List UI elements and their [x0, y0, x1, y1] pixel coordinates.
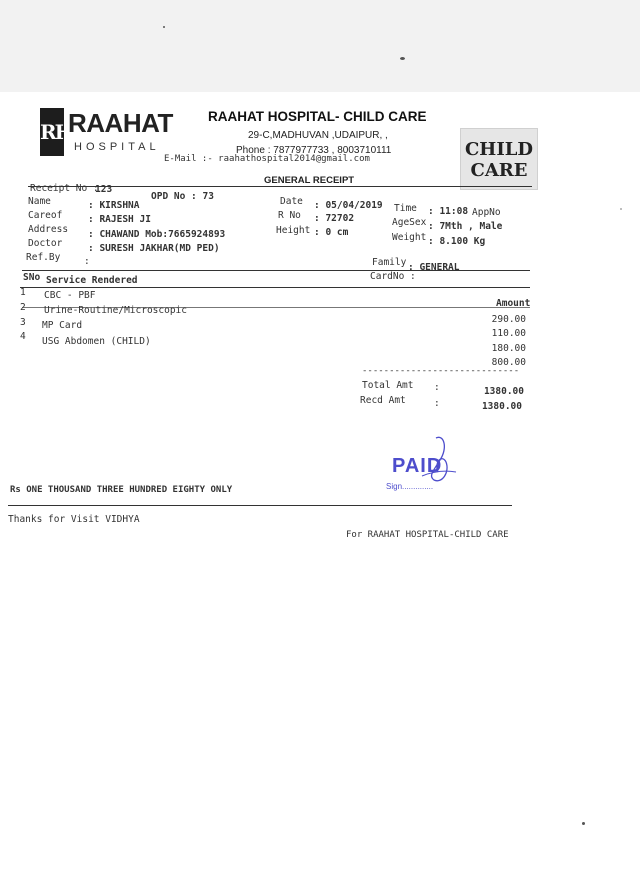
address-value: : CHAWAND Mob:7665924893 — [88, 229, 226, 240]
scan-speck — [400, 57, 405, 60]
time-label: Time — [394, 203, 417, 214]
agesex-value: : 7Mth , Male — [428, 221, 503, 232]
totals-dashes: ----------------------------- — [362, 366, 520, 376]
careof-value: : RAJESH JI — [88, 214, 151, 225]
received-amount-label: Recd Amt — [360, 395, 406, 406]
received-amount-colon: : — [434, 398, 440, 409]
doctor-label: Doctor — [28, 238, 63, 249]
table-row-amount: 290.00 — [491, 314, 526, 325]
careof-label: Careof — [28, 210, 63, 221]
weight-label: Weight — [392, 232, 427, 243]
hospital-logo-word: RAAHAT — [68, 108, 173, 138]
signatory-line: For RAAHAT HOSPITAL-CHILD CARE — [346, 530, 509, 540]
col-amount-header: Amount — [496, 298, 531, 309]
table-row-service: Urine-Routine/Microscopic — [44, 305, 187, 316]
doctor-value: : SURESH JAKHAR(MD PED) — [88, 243, 220, 254]
hospital-logo-subtitle: HOSPITAL — [74, 141, 160, 153]
weight-value: : 8.100 Kg — [428, 236, 486, 247]
name-value: : KIRSHNA — [88, 200, 140, 211]
height-value: : 0 cm — [314, 227, 349, 238]
footer-rule — [8, 505, 512, 506]
amount-in-words: Rs ONE THOUSAND THREE HUNDRED EIGHTY ONLY — [10, 485, 233, 495]
receipt-no-value: 123 — [95, 184, 113, 195]
time-value: : 11:08 — [428, 206, 469, 217]
table-row-amount: 800.00 — [491, 357, 526, 368]
table-row-service: USG Abdomen (CHILD) — [42, 336, 151, 347]
family-label: Family — [372, 257, 407, 268]
table-row-service: CBC - PBF — [44, 290, 96, 301]
address-label: Address — [28, 224, 69, 235]
hospital-address: 29-C,MADHUVAN ,UDAIPUR, , — [248, 130, 388, 141]
date-value: : 05/04/2019 — [314, 200, 383, 211]
opd-no: OPD No : 73 — [151, 191, 214, 202]
height-label: Height — [276, 225, 311, 236]
hospital-phone: Phone : 7877977733 , 8003710111 — [236, 145, 392, 156]
scan-speck — [582, 822, 585, 825]
table-row-sno: 1 — [20, 287, 26, 298]
agesex-label: AgeSex — [392, 217, 427, 228]
receipt-no-label: Receipt No : — [30, 183, 99, 194]
table-row-sno: 2 — [20, 302, 26, 313]
table-row-sno: 4 — [20, 331, 26, 342]
child-care-badge-line1: CHILD — [464, 139, 534, 160]
scan-speck — [620, 208, 622, 210]
col-service-header: Service Rendered — [46, 275, 138, 286]
refby-value: : — [84, 256, 90, 267]
hospital-email: E-Mail :- raahathospital2014@gmail.com — [164, 154, 370, 164]
rno-value: : 72702 — [314, 213, 355, 224]
family-value: : GENERAL — [408, 262, 460, 273]
total-amount-colon: : — [434, 382, 440, 393]
appno-label: AppNo — [472, 207, 501, 218]
paid-stamp: PAID — [392, 455, 443, 477]
total-amount-value: 1380.00 — [483, 386, 524, 397]
child-care-badge — [460, 128, 538, 190]
table-row-service: MP Card — [42, 320, 83, 331]
cardno-label: CardNo : — [370, 271, 416, 282]
hospital-logo-initials: RH — [40, 108, 64, 156]
name-label: Name — [28, 196, 51, 207]
rno-label: R No — [278, 210, 301, 221]
table-row-amount: 180.00 — [491, 343, 526, 354]
table-header-rule — [20, 287, 530, 288]
scan-top-margin — [0, 0, 640, 93]
col-sno-header: SNo — [23, 272, 41, 283]
thanks-line: Thanks for Visit VIDHYA — [8, 514, 140, 525]
scan-speck — [163, 26, 165, 28]
receipt-title: GENERAL RECEIPT — [264, 175, 355, 186]
child-care-badge-line2: CARE — [470, 160, 528, 181]
total-amount-label: Total Amt — [362, 380, 414, 391]
refby-label: Ref.By — [26, 252, 61, 263]
table-row-sno: 3 — [20, 317, 26, 328]
stamp-signature-line: Sign.............. — [386, 482, 434, 491]
table-row-amount: 110.00 — [491, 328, 526, 339]
date-label: Date — [280, 196, 303, 207]
hospital-name: RAAHAT HOSPITAL- CHILD CARE — [208, 109, 427, 124]
received-amount-value: 1380.00 — [481, 401, 522, 412]
table-top-rule — [22, 270, 530, 271]
